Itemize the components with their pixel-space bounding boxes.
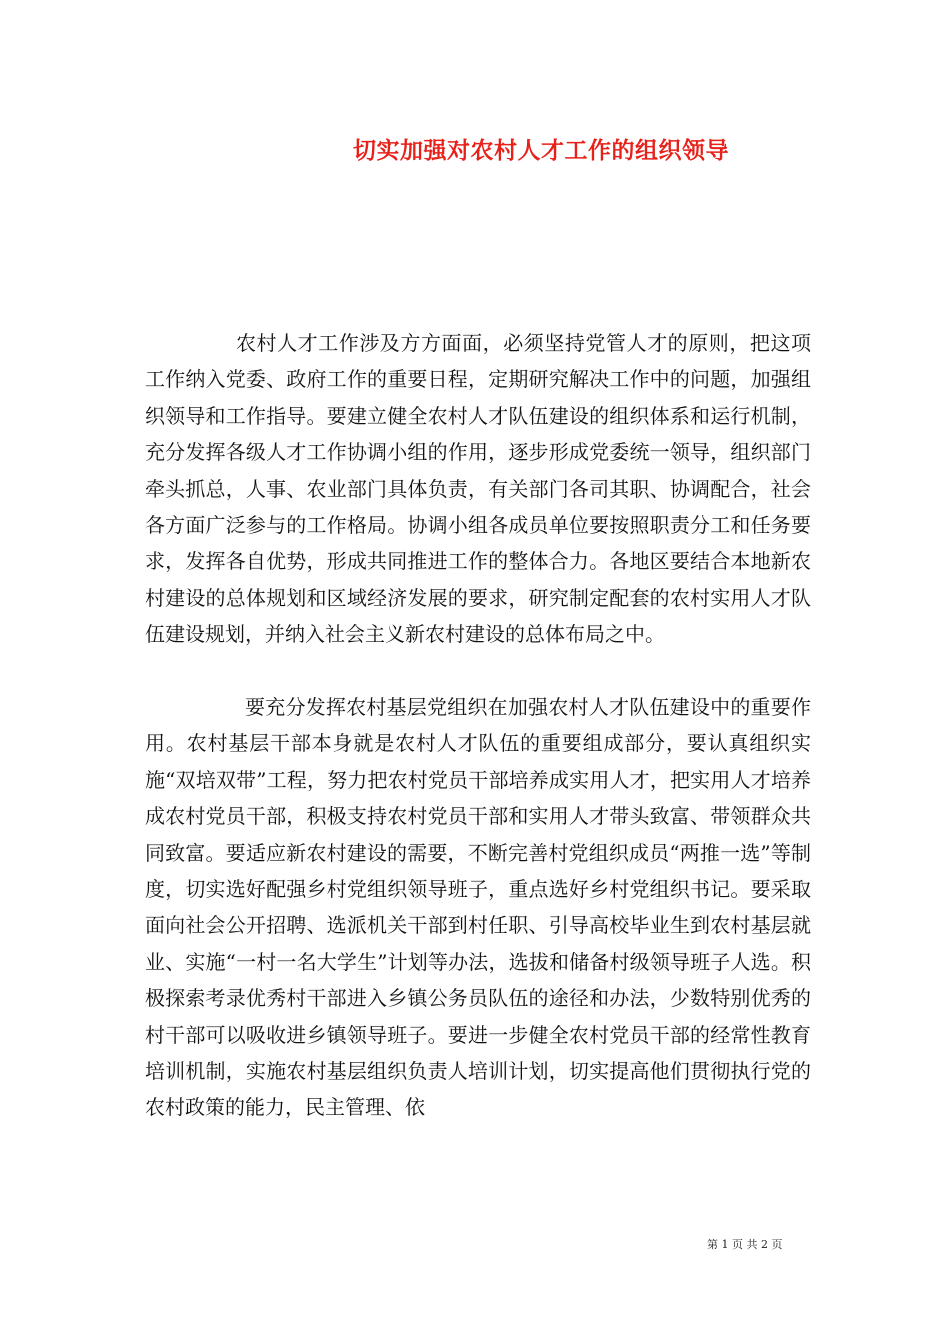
body-paragraph-2: 要充分发挥农村基层党组织在加强农村人才队伍建设中的重要作用。农村基层干部本身就是农村人才队伍的重要组成部分，要认真组织实施“双培双带”工程，努力把农村党员干部培养成实用人才，把实用人才培养成农村党员干部，积极支持农村党员干部和实用人才带头致富、带领群众共同致富。要适应新农村建设的需要，不断完善村党组织成员“两推一选”等制度，切实选好配强乡村党组织领导班子，重点选好乡村党组织书记。要采取面向社会公开招聘、选派机关干部到村任职、引导高校毕业生到农村基层就业、实施“一村一名大学生”计划等办法，选拔和储备村级领导班子人选。积极探索考录优秀村干部进入乡镇公务员队伍的途径和办法，少数特别优秀的村干部可以吸收进乡镇领导班子。要进一步健全农村党员干部的经常性教育培训机制，实施农村基层组织负责人培训计划，切实提高他们贯彻执行党的农村政策的能力，民主管理、依 <box>145 695 811 1120</box>
body-paragraph-1: 农村人才工作涉及方方面面，必须坚持党管人才的原则，把这项工作纳入党委、政府工作的重要日程，定期研究解决工作中的问题，加强组织领导和工作指导。要建立健全农村人才队伍建设的组织体系和运行机制，充分发挥各级人才工作协调小组的作用，逐步形成党委统一领导，组织部门牵头抓总，人事、农业部门具体负责，有关部门各司其职、协调配合，社会各方面广泛参与的工作格局。协调小组各成员单位要按照职责分工和任务要求，发挥各自优势，形成共同推进工作的整体合力。各地区要结合本地新农村建设的总体规划和区域经济发展的要求，研究制定配套的农村实用人才队伍建设规划，并纳入社会主义新农村建设的总体布局之中。 <box>145 331 811 647</box>
page-number-footer: 第 1 页 共 2 页 <box>707 1238 783 1251</box>
page-title: 切实加强对农村人才工作的组织领导 <box>353 137 729 164</box>
